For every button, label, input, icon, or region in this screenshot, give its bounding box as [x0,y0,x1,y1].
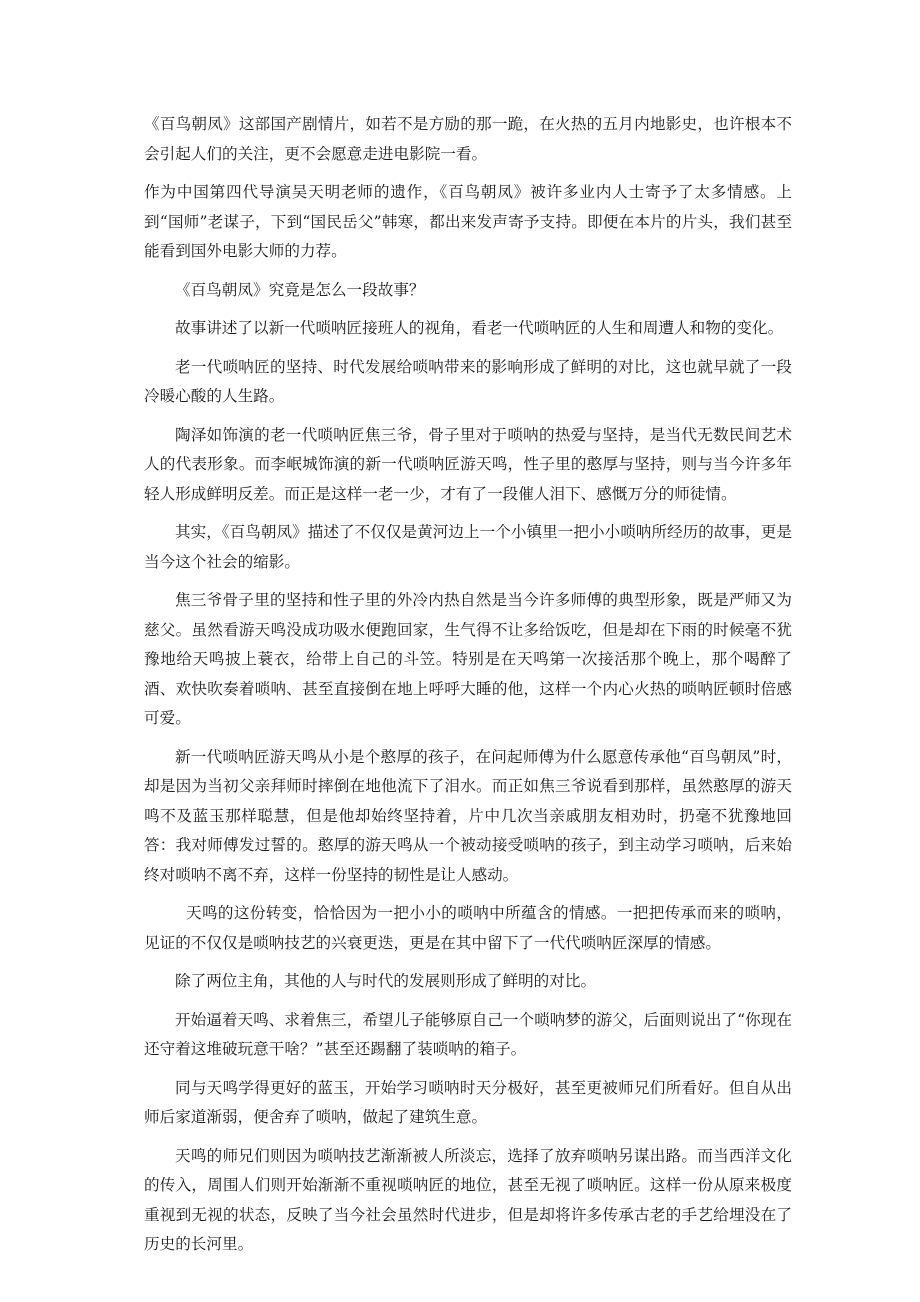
paragraph-3: 《百鸟朝凤》究竟是怎么一段故事？ [175,280,425,299]
paragraph-2: 作为中国第四代导演吴天明老师的遗作，《百鸟朝凤》被许多业内人士寄予了太多情感。上到“国师”老谋子，下到“国民岳父”韩寒，都出来发声寄予支持。即便在本片的片头，我们甚至能看到国外电影大师的力荐。 [144,183,792,260]
paragraph-10: 天鸣的这份转变，恰恰因为一把小小的唢呐中所蕴含的情感。一把把传承而来的唢呐，见证的不仅仅是唢呐技艺的兴衰更迭，更是在其中留下了一代代唢呐匠深厚的情感。 [144,904,792,952]
paragraph-12: 开始逼着天鸣、求着焦三，希望儿子能够原自己一个唢呐梦的游父，后面则说出了“你现在还守着这堆破玩意干啥？”甚至还踢翻了装唢呐的箱子。 [144,1010,792,1058]
paragraph-6: 陶泽如饰演的老一代唢呐匠焦三爷，骨子里对于唢呐的热爱与坚持，是当代无数民间艺术人的代表形象。而李岷城饰演的新一代唢呐匠游天鸣，性子里的憨厚与坚持，则与当今许多年轻人形成鲜明反差。而正是这样一老一少，才有了一段催人泪下、感慨万分的师徒情。 [144,425,792,503]
paragraph-8: 焦三爷骨子里的坚持和性子里的外冷内热自然是当今许多师傅的典型形象，既是严师又为慈父。虽然看游天鸣没成功吸水便跑回家，生气得不让多给饭吃，但是却在下雨的时候毫不犹豫地给天鸣披上蓑衣，给带上自己的斗笠。特别是在天鸣第一次接活那个晚上，那个喝醉了酒、欢快吹奏着唢呐、甚至直接倒在地上呼呼大睡的他，这样一个内心火热的唢呐匠顿时倍感可爱。 [144,591,792,727]
paragraph-5: 老一代唢呐匠的坚持、时代发展给唢呐带来的影响形成了鲜明的对比，这也就早就了一段冷暖心酸的人生路。 [144,357,792,405]
article-body [144,110,792,1269]
paragraph-14: 天鸣的师兄们则因为唢呐技艺渐渐被人所淡忘，选择了放弃唢呐另谋出路。而当西洋文化的传入，周围人们则开始渐渐不重视唢呐匠的地位，甚至无视了唢呐匠。这样一份从原来极度重视到无视的状态，反映了当今社会虽然时代进步，但是却将许多传承古老的手艺给埋没在了历史的长河里。 [144,1146,792,1253]
paragraph-11: 除了两位主角，其他的人与时代的发展则形成了鲜明的对比。 [175,972,597,990]
paragraph-9: 新一代唢呐匠游天鸣从小是个憨厚的孩子，在问起师傅为什么愿意传承他“百鸟朝凤”时，却是因为当初父亲拜师时摔倒在地他流下了泪水。而正如焦三爷说看到那样，虽然憨厚的游天鸣不及蓝玉那样聪慧，但是他却始终坚持着，片中几次当亲戚朋友相劝时，扔毫不犹豫地回答：我对师傅发过誓的。憨厚的游天鸣从一个被动接受唢呐的孩子，到主动学习唢呐，后来始终对唢呐不离不弃，这样一份坚持的韧性是让人感动。 [144,747,792,884]
paragraph-13: 同与天鸣学得更好的蓝玉，开始学习唢呐时天分极好，甚至更被师兄们所看好。但自从出师后家道渐弱，便舍弃了唢呐，做起了建筑生意。 [144,1078,792,1126]
paragraph-1: 《百鸟朝凤》这部国产剧情片，如若不是方励的那一跪，在火热的五月内地影史，也许根本不会引起人们的关注，更不会愿意走进电影院一看。 [144,115,792,163]
paragraph-7: 其实，《百鸟朝凤》描述了不仅仅是黄河边上一个小镇里一把小小唢呐所经历的故事，更是当今这个社会的缩影。 [144,523,792,571]
paragraph-4: 故事讲述了以新一代唢呐匠接班人的视角，看老一代唢呐匠的人生和周遭人和物的变化。 [175,319,784,337]
